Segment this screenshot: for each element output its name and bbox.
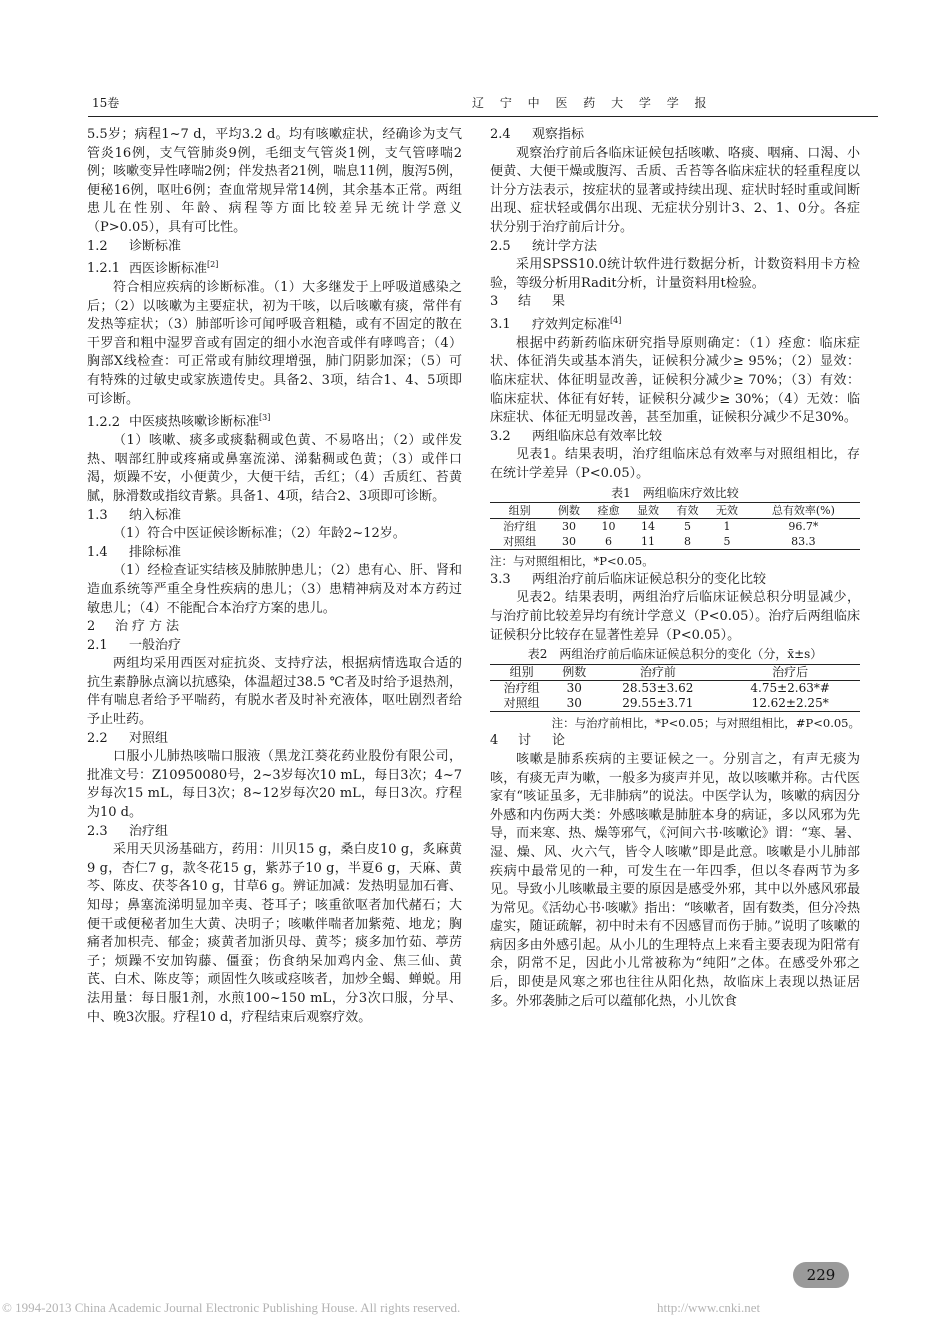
section-heading: 2.4 观察指标 — [490, 127, 585, 142]
chapter-heading: 4 讨 论 — [490, 733, 570, 749]
paragraph: 采用SPSS10.0统计软件进行数据分析，计数资料用卡方检验，等级分析用Radit分析，计量资料用t检验。 — [490, 257, 860, 291]
table-cell: 30 — [562, 520, 576, 534]
subsection-heading: 1.2.1 西医诊断标准[2] — [87, 260, 219, 277]
table-cell: 治疗组 — [503, 520, 537, 534]
section-heading: 2.3 治疗组 — [87, 823, 169, 839]
table-header-cell: 组别 — [509, 664, 534, 679]
footer-url[interactable]: http://www.cnki.net — [657, 1300, 761, 1315]
table-header-row — [490, 664, 860, 680]
paragraph: （1）经检查证实结核及肺脓肿患儿；（2）患有心、肝、肾和造血系统等严重全身性疾病的患儿；（3）患精神病及对本方药过敏患儿；（4）不能配合本治疗方案的患儿。 — [87, 563, 462, 616]
section-heading: 3.2 两组临床总有效率比较 — [490, 428, 663, 444]
right-column — [490, 126, 860, 1011]
table-cell: 8 — [684, 535, 691, 549]
table-header-cell: 例数 — [562, 664, 587, 679]
subsection-heading: 1.2.2 中医痰热咳嗽诊断标准[3] — [87, 413, 271, 430]
paragraph: 口服小儿肺热咳喘口服液（黑龙江葵花药业股份有限公司，批准文号：Z10950080号，2~3岁每次10 mL，每日3次；4~7岁每次15 mL，每日3次；8~12岁每次20 mL，每日3次。疗程为10 d。 — [87, 749, 462, 821]
paragraph: 5.5岁；病程1~7 d，平均3.2 d。均有咳嗽症状，经确诊为支气管炎16例，支气管肺炎9例，毛细支气管炎1例，支气管哮喘2例；咳嗽变异性哮喘2例；伴发热者21例，喘息11例，腹泻5例，便秘16例，呕吐6例；查血常规异常14例，其余基本正常。两组患儿在性别、年龄、病程等方面比较差异无统计学意义（P>0.05），具有可比性。 — [87, 127, 462, 235]
table-cell: 5 — [684, 520, 691, 534]
table-cell: 29.55±3.71 — [622, 695, 694, 710]
table-cell: 11 — [641, 535, 655, 549]
table-header-cell: 治疗前 — [639, 664, 676, 679]
table-header-row — [490, 503, 860, 519]
paragraph: 咳嗽是肺系疾病的主要证候之一。分别言之，有声无痰为咳，有痰无声为嗽，一般多为痰声并见，故以咳嗽并称。古代医家有“咳证虽多，无非肺病”的说法。中医学认为，咳嗽的病因分外感和内伤两大类：外感咳嗽是肺脏本身的病证，多以风邪为先导，而来寒、热、燥等邪气，《河间六书·咳嗽论》谓：“寒、暑、湿、燥、风、火六气，皆令人咳嗽”即是此意。咳嗽是小儿肺部疾病中最常见的一种，可发生在一年四季，但以冬春两节为多见。导致小儿咳嗽最主要的原因是感受外邪，其中以外感风邪最为常见。《活幼心书·咳嗽》指出：“咳嗽者，固有数类，但分冷热虚实，随证疏解，初中时未有不因感冒而伤于肺。”说明了咳嗽的病因多由外感引起。从小儿的生理特点上来看主要表现为阳常有余，阴常不足，因此小儿常被称为“纯阳”之体。在感受外邪之后，即使是风寒之邪也往往从阳化热，故临床上表现以热证居多。外邪袭肺之后可以蕴郁化热，小儿饮食 — [490, 751, 860, 1009]
journal-title: 辽 宁 中 医 药 大 学 学 报 — [472, 96, 713, 110]
copyright-notice: © 1994-2013 China Academic Journal Electronic Publishing House. All rights reserved. — [2, 1300, 461, 1315]
table-cell: 14 — [641, 520, 655, 534]
table-cell: 10 — [601, 520, 616, 534]
citation-ref: [4] — [610, 315, 622, 325]
table-header-cell: 有效 — [676, 504, 699, 518]
table-note: 注：与治疗前相比，*P<0.05；与对照组相比，#P<0.05。 — [551, 715, 860, 730]
table-cell: 4.75±2.63*# — [750, 680, 830, 695]
table-cell: 96.7* — [788, 520, 819, 534]
efficacy-table — [490, 502, 860, 550]
paragraph: 见表1。结果表明，治疗组临床总有效率与对照组相比，存在统计学差异（P<0.05）。 — [490, 447, 860, 482]
table-note: 注：与对照组相比，*P<0.05。 — [490, 554, 654, 569]
paragraph: 两组均采用西医对症抗炎、支持疗法，根据病情选取合适的抗生素静脉点滴以抗感染，体温超过38.5 ℃者及时给予退热剂，伴有喘息者给予平喘药，有脱水者及时补充液体，呕吐剧烈者给予止吐药。 — [87, 656, 462, 728]
table-cell: 治疗组 — [503, 680, 540, 695]
section-heading: 1.3 纳入标准 — [87, 507, 182, 523]
page-number-badge: 229 — [793, 1262, 849, 1288]
paragraph: 根据中药新药临床研究指导原则确定：（1）痊愈：临床症状、体征消失或基本消失，证候积分减少≥ 95%；（2）显效：临床症状、体征明显改善，证候积分减少≥ 70%；（3）有效：临床症状、体征有好转，证候积分减少≥ 30%；（4）无效：临床症状、体征无明显改善，甚至加重，证候积分减少不足30%。 — [490, 335, 860, 426]
paragraph: （1）咳嗽、痰多或痰黏稠或色黄、不易咯出；（2）或伴发热、咽部红肿或疼痛或鼻塞流涕、涕黏稠或色黄；（3）或伴口渴，烦躁不安，小便黄少，大便干结，舌红；（4）舌质红、苔黄腻，脉滑数或指纹青紫。具备1、4项，结合2、3项即可诊断。 — [87, 433, 462, 504]
paragraph: 采用天贝汤基础方，药用：川贝15 g，桑白皮10 g，炙麻黄9 g，杏仁7 g，款冬花15 g，紫苏子10 g，半夏6 g，天麻、黄芩、陈皮、茯苓各10 g，甘草6 g。辨证加减：发热明显加石膏、知母；鼻塞流涕明显加辛夷、苍耳子；咳重欲呕者加代赭石；大便干或便秘者加生大黄、决明子；咳嗽伴喘者加紫菀、地龙；胸痛者加枳壳、郁金；痰黄者加浙贝母、黄芩；痰多加竹茹、葶苈子；烦躁不安加钩藤、僵蚕；伤食纳呆加鸡内金、焦三仙、黄芪、白术、陈皮等；顽固性久咳或痉咳者，加炒全蝎、蝉蜕。用法用量：每日服1剂，水煎100~150 mL，分3次口服，分早、中、晚3次服。疗程10 d，疗程结束后观察疗效。 — [87, 842, 462, 1025]
table-cell: 对照组 — [503, 695, 540, 710]
header-rule — [88, 116, 878, 117]
table-header-cell: 痊愈 — [597, 504, 620, 518]
paragraph: 符合相应疾病的诊断标准。（1）大多继发于上呼吸道感染之后；（2）以咳嗽为主要症状，初为干咳，以后咳嗽有痰，常伴有发热等症状；（3）肺部听诊可闻呼吸音粗糙，或有不固定的散在干罗音和粗中湿罗音或有固定的细小水泡音或伴有哮鸣音；（4）胸部X线检查：可正常或有肺纹理增强，肺门阴影加深；（5）可有特殊的过敏史或家族遗传史。具备2、3项，结合1、4、5项即可诊断。 — [87, 280, 462, 407]
paragraph: 见表2。结果表明，两组治疗后临床证候总积分明显减少，与治疗前比较差异均有统计学意义（P<0.05）。治疗后两组临床证候积分比较存在显著性差异（P<0.05）。 — [490, 590, 860, 643]
table-cell: 30 — [566, 695, 582, 710]
citation-ref: [3] — [259, 413, 271, 423]
table-cell: 1 — [723, 520, 731, 534]
section-heading: 1.4 排除标准 — [87, 544, 182, 560]
citation-ref: [2] — [207, 260, 219, 270]
table-cell: 12.62±2.25* — [751, 695, 829, 710]
table-cell: 30 — [562, 535, 576, 549]
footer — [2, 1300, 942, 1316]
table-row — [490, 519, 860, 535]
table-caption: 表2 两组治疗前后临床证候总积分的变化（分，x̄±s） — [527, 647, 823, 662]
table-cell: 30 — [566, 680, 582, 695]
table-caption: 表1 两组临床疗效比较 — [611, 485, 739, 500]
paragraph: 观察治疗前后各临床证候包括咳嗽、咯痰、咽痛、口渴、小便黄、大便干燥或腹泻、舌质、舌苔等各临床症状的轻重程度以计分方法表示，按症状的显著或持续出现、症状时轻时重或间断出现、症状轻或偶尔出现、无症状分别计3、2、1、0分。各症状分别于治疗前后计分。 — [490, 145, 860, 235]
running-header — [88, 92, 878, 114]
table-header-cell: 无效 — [716, 504, 738, 518]
table-header-cell: 例数 — [558, 504, 580, 518]
paragraph: （1）符合中医证候诊断标准；（2）年龄2~12岁。 — [113, 526, 406, 542]
chapter-heading: 2 治疗方法 — [87, 619, 184, 635]
table-row — [490, 680, 860, 696]
chapter-heading: 3 结 果 — [490, 294, 570, 310]
table-row — [490, 534, 860, 550]
section-heading: 2.2 对照组 — [87, 730, 169, 746]
table-header-cell: 治疗后 — [772, 664, 809, 679]
section-heading: 2.1 一般治疗 — [87, 637, 182, 653]
table-header-cell: 组别 — [508, 504, 531, 518]
table-cell: 83.3 — [791, 535, 816, 549]
table-header-cell: 显效 — [637, 504, 659, 518]
left-column — [87, 126, 462, 1027]
table-cell: 28.53±3.62 — [622, 680, 694, 695]
table-cell: 6 — [605, 535, 612, 549]
table-cell: 5 — [723, 535, 731, 549]
table-cell: 对照组 — [503, 535, 537, 549]
table-row — [490, 696, 860, 712]
score-table — [490, 664, 860, 712]
section-heading: 2.5 统计学方法 — [490, 238, 598, 254]
section-heading: 3.1 疗效判定标准[4] — [490, 315, 622, 333]
section-heading: 3.3 两组治疗前后临床证候总积分的变化比较 — [490, 571, 767, 587]
volume-label: 15卷 — [92, 96, 120, 110]
table-header-cell: 总有效率(%) — [771, 504, 835, 518]
section-heading: 1.2 诊断标准 — [87, 238, 182, 254]
